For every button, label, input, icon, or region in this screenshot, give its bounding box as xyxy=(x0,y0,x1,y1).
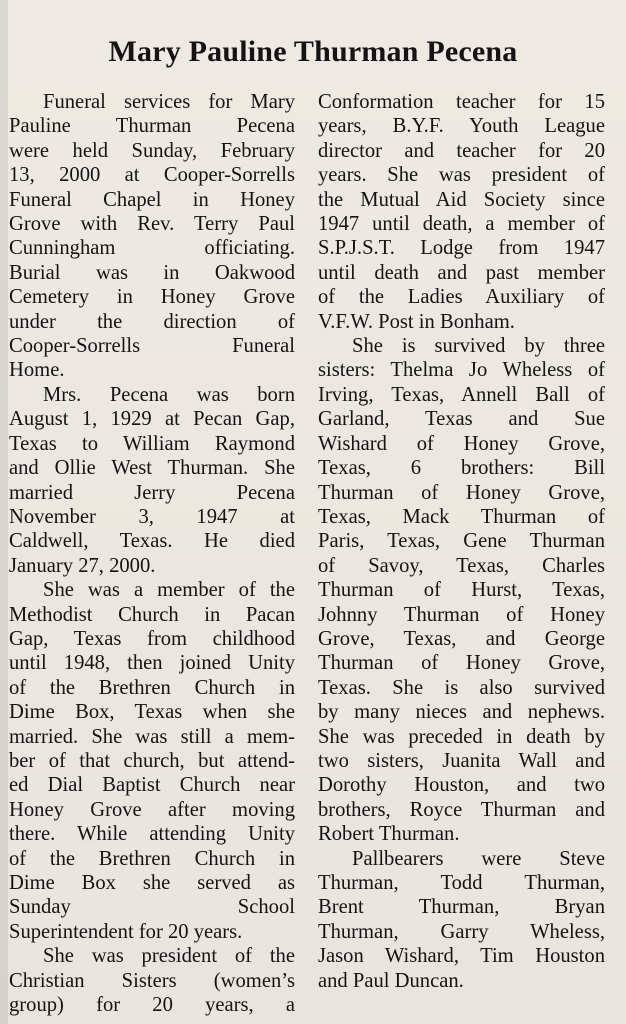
text-line: Dime Box, Texas when she xyxy=(9,701,295,724)
text-line: Gap, Texas from childhood xyxy=(9,627,295,650)
text-line: by many nieces and nephews. xyxy=(318,701,605,724)
text-line: 1947 until death, a member of xyxy=(318,213,605,236)
text-line: of the Brethren Church in xyxy=(9,847,295,870)
text-line: of the Ladies Auxiliary of xyxy=(318,286,605,309)
text-line: January 27, 2000. xyxy=(9,554,156,577)
text-line: Christian Sisters (women’s xyxy=(9,969,295,992)
text-line: under the direction of xyxy=(9,310,295,333)
text-line: She was a member of the xyxy=(43,579,295,602)
text-line: of the Brethren Church in xyxy=(9,676,295,699)
text-line: Paris, Texas, Gene Thurman xyxy=(318,530,605,553)
text-line: S.P.J.S.T. Lodge from 1947 xyxy=(318,237,605,260)
text-line: Caldwell, Texas. He died xyxy=(9,530,295,553)
text-line: Sunday School xyxy=(9,896,295,919)
text-line: Thurman of Honey Grove, xyxy=(318,481,605,504)
text-line: Texas, Mack Thurman of xyxy=(318,505,605,528)
text-line: married. She was still a mem- xyxy=(9,725,295,748)
text-line: Funeral services for Mary xyxy=(43,91,295,113)
left-column xyxy=(9,90,295,1017)
text-line: Brent Thurman, Bryan xyxy=(318,896,605,919)
text-line: Jason Wishard, Tim Houston xyxy=(318,945,605,968)
text-line: Wishard of Honey Grove, xyxy=(318,432,605,455)
text-line: Pallbearers were Steve xyxy=(352,847,605,870)
text-line: and Paul Duncan. xyxy=(318,969,464,992)
text-line: ber of that church, but attend- xyxy=(9,749,295,772)
text-line: Texas to William Raymond xyxy=(9,432,295,455)
text-line: Texas, 6 brothers: Bill xyxy=(318,457,605,480)
text-line: Thurman of Hurst, Texas, xyxy=(318,579,605,602)
text-line: Dorothy Houston, and two xyxy=(318,774,605,797)
text-line: Honey Grove after moving xyxy=(9,798,295,821)
text-line: Grove with Rev. Terry Paul xyxy=(9,213,295,236)
text-line: Superintendent for 20 years. xyxy=(9,920,243,943)
text-line: Thurman, Garry Wheless, xyxy=(318,920,605,943)
text-line: Garland, Texas and Sue xyxy=(318,408,605,431)
text-line: Robert Thurman. xyxy=(318,823,460,846)
text-line: years, B.Y.F. Youth League xyxy=(318,115,605,138)
text-line: She was preceded in death by xyxy=(318,725,605,748)
text-line: Thurman, Todd Thurman, xyxy=(318,872,605,894)
right-column xyxy=(318,90,605,993)
text-line: She was president of the xyxy=(43,945,295,968)
text-line: of Savoy, Texas, Charles xyxy=(318,554,605,577)
text-line: Methodist Church in Pacan xyxy=(9,603,295,626)
text-line: Conformation teacher for 15 xyxy=(318,91,605,113)
text-line: two sisters, Juanita Wall and xyxy=(318,749,605,772)
text-line: Grove, Texas, and George xyxy=(318,627,605,650)
text-line: Texas. She is also survived xyxy=(318,676,605,699)
text-line: Cunningham officiating. xyxy=(9,237,295,260)
text-line: She is survived by three xyxy=(352,335,605,358)
text-line: November 3, 1947 at xyxy=(9,505,295,528)
scan-edge-shadow xyxy=(0,0,8,1024)
text-line: Dime Box she served as xyxy=(9,872,295,894)
text-line: Thurman of Honey Grove, xyxy=(318,652,605,675)
text-line: Home. xyxy=(9,359,65,382)
text-line: August 1, 1929 at Pecan Gap, xyxy=(9,408,295,431)
text-line: Pauline Thurman Pecena xyxy=(9,115,295,138)
text-line: Burial was in Oakwood xyxy=(9,261,295,284)
text-line: Cooper-Sorrells Funeral xyxy=(9,335,295,358)
text-line: V.F.W. Post in Bonham. xyxy=(318,310,515,333)
text-line: were held Sunday, February xyxy=(9,139,295,162)
text-line: Funeral Chapel in Honey xyxy=(9,188,295,211)
text-line: Cemetery in Honey Grove xyxy=(9,286,295,309)
text-line: brothers, Royce Thurman and xyxy=(318,798,605,821)
text-line: Johnny Thurman of Honey xyxy=(318,603,605,626)
text-line: director and teacher for 20 xyxy=(318,139,605,162)
text-line: years. She was president of xyxy=(318,164,605,187)
text-line: until 1948, then joined Unity xyxy=(9,652,295,675)
text-line: and Ollie West Thurman. She xyxy=(9,457,295,480)
text-line: married Jerry Pecena xyxy=(9,481,295,504)
text-line: group) for 20 years, a xyxy=(9,994,295,1017)
text-line: sisters: Thelma Jo Wheless of xyxy=(318,359,605,382)
text-line: until death and past member xyxy=(318,261,605,284)
text-line: Mrs. Pecena was born xyxy=(43,383,295,406)
text-line: ed Dial Baptist Church near xyxy=(9,774,295,797)
obituary-headline: Mary Pauline Thurman Pecena xyxy=(108,35,518,68)
text-line: there. While attending Unity xyxy=(9,823,295,846)
text-line: 13, 2000 at Cooper-Sorrells xyxy=(9,164,295,187)
text-line: Irving, Texas, Annell Ball of xyxy=(318,383,605,406)
text-line: the Mutual Aid Society since xyxy=(318,188,605,211)
